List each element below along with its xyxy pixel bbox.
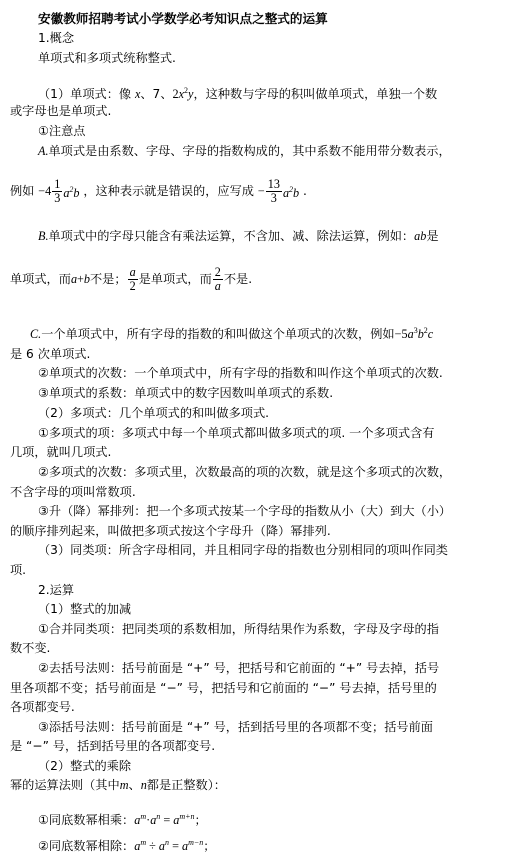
combine-line-2: 数不变. [10, 641, 51, 655]
letter-c: C. [30, 327, 42, 342]
remove-parens-line: ②去括号法则：括号前面是 “+” 号，把括号和它前面的 “+” 号去掉，括号 [38, 661, 440, 675]
text: ； [194, 813, 207, 828]
rule-multiply-line: ①同底数幂相乘：$a^m\cdot a^n = a^{m+n}$； [38, 812, 207, 828]
math: $a^2b$ [63, 184, 80, 201]
fraction: $\frac{a}{2}$ [129, 265, 136, 293]
power-rules-line: 幂的运算法则（其中m、n都是正整数）： [10, 778, 226, 792]
ordering-line: ③升（降）幂排列：把一个多项式按某一个字母的指数从小（大）到大（小） [38, 504, 452, 518]
add-sub-heading: （1）整式的加减 [38, 602, 132, 616]
degree-line: ②单项式的次数：一个单项式中，所有字母的指数和叫作这个单项式的次数. [38, 366, 443, 380]
add-parens-line-2: 是 “−” 号，括到括号里的各项都变号. [10, 739, 216, 753]
section-2-heading: 2.运算 [38, 583, 75, 597]
fraction: $\frac{1}{3}$ [54, 177, 61, 205]
math: −4 [38, 184, 52, 198]
math: a [70, 272, 78, 286]
text: 是 [426, 229, 439, 243]
math: $a^m$ [134, 838, 147, 854]
rule-b-line [38, 228, 513, 245]
definition-line: 单项式和多项式统称整式. [38, 51, 176, 65]
rule-divide-line: ②同底数幂相除：$a^m \div a^n = a^{m-n}$； [38, 838, 216, 854]
polynomial-heading: （2）多项式：几个单项式的和叫做多项式. [38, 406, 270, 420]
math: ab [414, 229, 427, 243]
add-parens-line: ③添括号法则：括号前面是 “+” 号，括到括号里的各项都不变；括号前面 [38, 720, 433, 734]
text: 单项式，而 [10, 272, 71, 286]
monomial-line-2: 或字母也是单项式. [10, 104, 112, 118]
math: $-5a^3b^2c$ [394, 326, 434, 342]
ordering-line-2: 的顺序排列起来，叫做把多项式按这个字母升（降）幂排列. [10, 524, 331, 538]
text: 、7、 [140, 87, 173, 102]
math: $a^m$ [134, 812, 147, 828]
note-heading: ①注意点 [38, 124, 86, 138]
remove-parens-line-3: 各项都变号. [10, 700, 75, 714]
remove-parens-line-2: 里各项都不变；括号前面是 “−” 号，把括号和它前面的 “−” 号去掉，括号里的 [10, 681, 437, 695]
poly-degree-line-2: 不含字母的项叫常数项. [10, 485, 136, 499]
page-title: 安徽教师招聘考试小学数学必考知识点之整式的运算 [38, 11, 328, 26]
monomial-line [38, 82, 513, 103]
coefficient-line: ③单项式的系数：单项式中的数字因数叫单项式的系数. [38, 386, 334, 400]
text: 一个单项式中，所有字母的指数的和叫做这个单项式的次数，例如 [41, 327, 395, 342]
math: m [119, 778, 129, 792]
fraction: $\frac{13}{3}$ [267, 177, 280, 205]
math: x [134, 87, 141, 102]
poly-term-line-2: 几项，就叫几项式. [10, 445, 112, 459]
text: 不是； [90, 272, 127, 286]
text: ①同底数幂相乘： [38, 813, 135, 828]
rule-c-line-2: 是 6 次单项式. [10, 347, 91, 361]
rule-c-line [30, 322, 513, 343]
text: 例如 [10, 184, 35, 198]
poly-degree-line: ②多项式的次数：多项式里，次数最高的项的次数，就是这个多项式的次数， [38, 465, 452, 479]
text: ； [203, 839, 216, 854]
combine-line: ①合并同类项：把同类项的系数相加，所得结果作为系数，字母及字母的指 [38, 622, 439, 636]
text: 是单项式，而 [138, 272, 212, 286]
rule-b-line-2: 单项式，而a+b不是； $\frac{a}{2}$ 是单项式，而 $\frac{2}{a}$ 不是. [10, 265, 253, 293]
text: 单项式是由系数、字母、字母的指数构成的，其中系数不能用带分数表示， [48, 144, 451, 158]
fraction: $\frac{2}{a}$ [214, 265, 221, 293]
text: ，这种表示就是错误的，应写成 [83, 184, 254, 198]
rule-a-example [10, 178, 513, 218]
text: . [303, 184, 307, 198]
letter-a: A. [38, 144, 49, 158]
mul-div-heading: （2）整式的乘除 [38, 759, 132, 773]
text: ，这种数与字母的积叫做单项式，单独一个数 [193, 87, 438, 102]
letter-b: B. [38, 229, 49, 243]
math: − [257, 184, 265, 198]
text: 单项式中的字母只能含有乘法运算，不含加、减、除法运算，例如： [48, 229, 415, 243]
text: 幂的运算法则（其中 [10, 778, 120, 792]
math: $2x^2y$ [172, 86, 194, 102]
text: 不是. [223, 272, 253, 286]
text: 都是正整数）： [146, 778, 226, 792]
math: $a^2b$ [282, 184, 300, 201]
section-1-heading: 1.概念 [38, 31, 75, 45]
rule-a-line [38, 143, 513, 160]
text: （1）单项式：像 [38, 87, 132, 102]
text: ②同底数幂相除： [38, 839, 135, 854]
like-terms-line-2: 项. [10, 563, 27, 577]
poly-term-line: ①多项式的项：多项式中每一个单项式都叫做多项式的项. 一个多项式含有 [38, 426, 435, 440]
like-terms-line: （3）同类项：所含字母相同，并且相同字母的指数也分别相同的项叫作同类 [38, 543, 448, 557]
